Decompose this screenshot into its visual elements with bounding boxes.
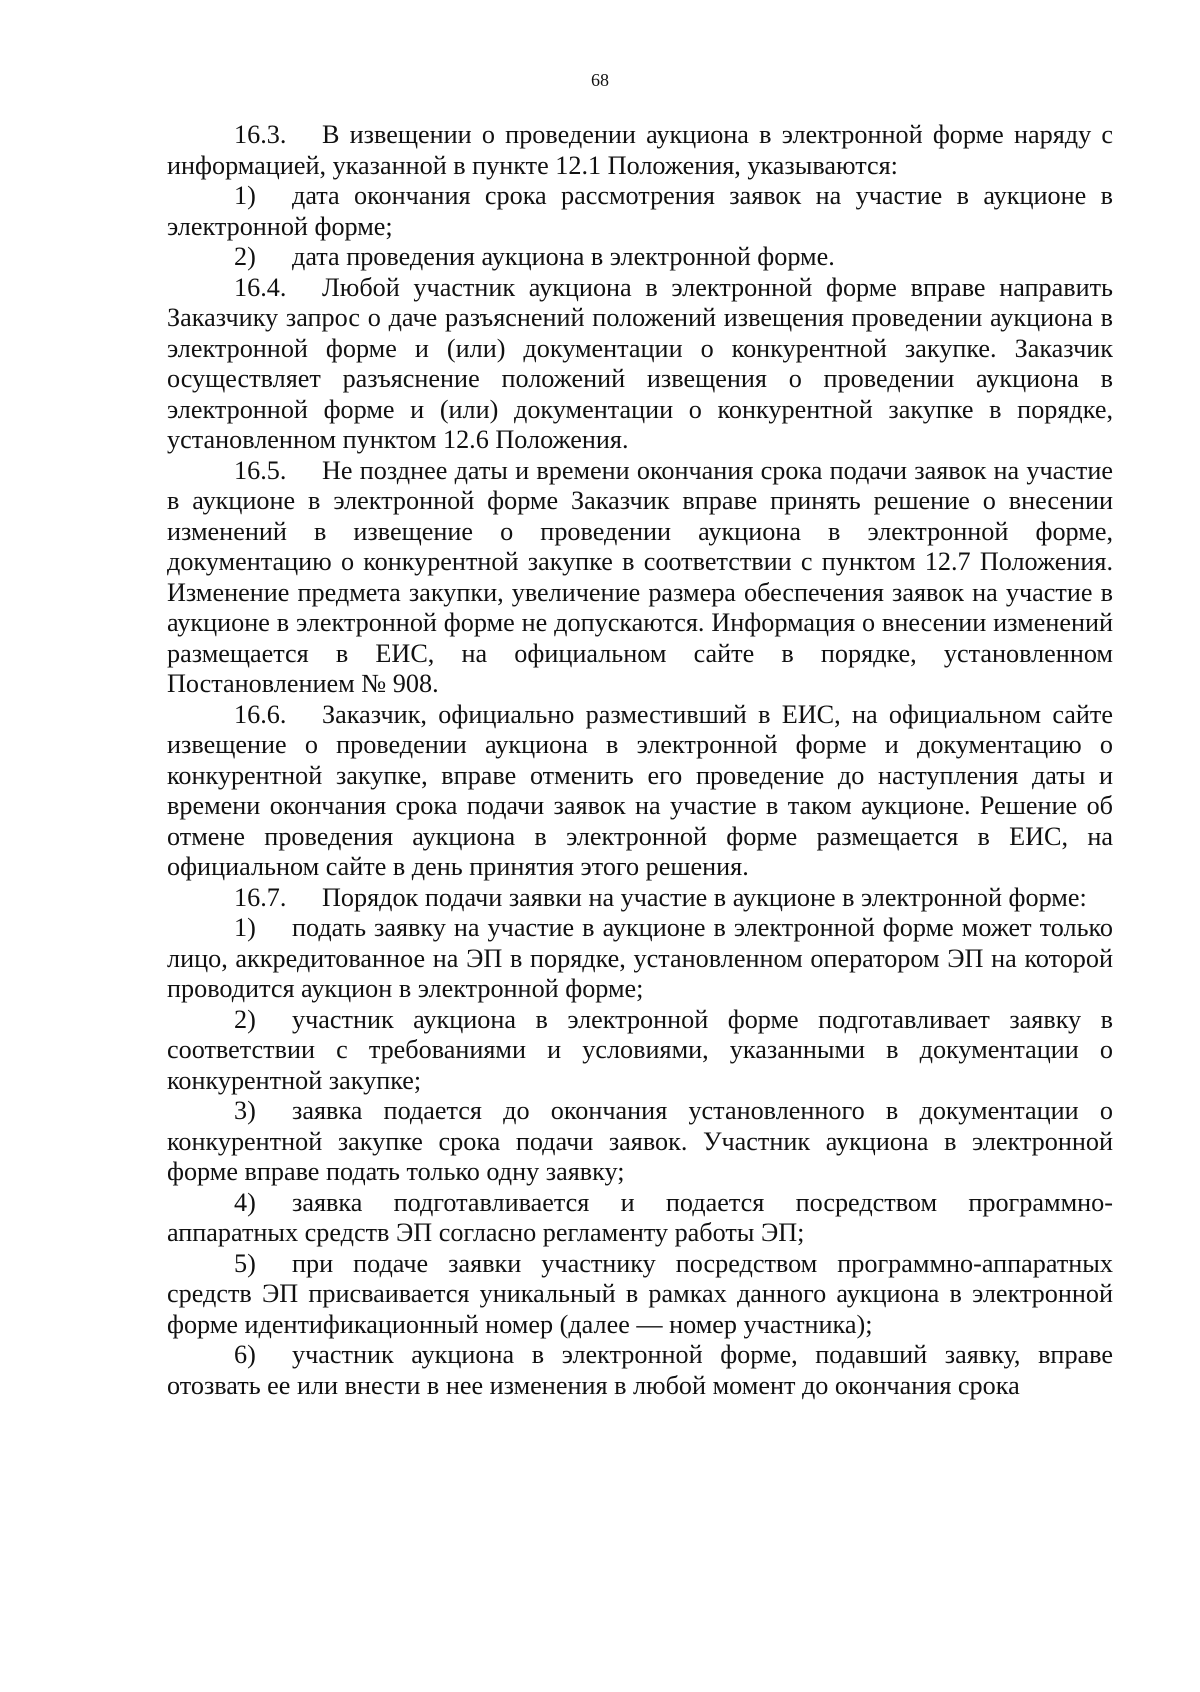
page-number: 68	[591, 70, 609, 90]
list-item-text: участник аукциона в электронной форме подготавливает заявку в соответствии с требованиями и условиями, указанными в документации о конкурентной закупке;	[167, 1004, 1113, 1095]
list-item-number: 5)	[234, 1248, 256, 1278]
paragraph-text: В извещении о проведении аукциона в электронной форме наряду с информацией, указанной в пункте 12.1 Положения, указываются:	[167, 120, 1113, 180]
paragraph-text: Любой участник аукциона в электронной форме вправе направить Заказчику запрос о даче разъяснений положений извещения проведении аукциона в электронной форме и (или) документации о конкурентной закупке. Заказчик осуществляет разъяснение положений извещения о проведении аукциона в электронной форме и (или) документации о конкурентной закупке в порядке, установленном пунктом 12.6 Положения.	[167, 272, 1113, 454]
list-item-number: 4)	[234, 1187, 256, 1217]
paragraph-16-7	[167, 883, 1113, 914]
list-item-6	[167, 1340, 1113, 1401]
paragraph-16-3	[167, 120, 1113, 181]
list-item-text: участник аукциона в электронной форме, подавший заявку, вправе отозвать ее или внести в нее изменения в любой момент до окончания срока	[167, 1340, 1113, 1400]
paragraph-number: 16.3.	[234, 120, 287, 149]
list-item-2	[167, 242, 1113, 273]
list-item-5	[167, 1249, 1113, 1341]
paragraph-16-5	[167, 456, 1113, 700]
list-item-text: при подаче заявки участнику посредством программно-аппаратных средств ЭП присваивается уникальный в рамках данного аукциона в электронной форме идентификационный номер (далее — номер участника);	[167, 1248, 1113, 1339]
list-item-4	[167, 1188, 1113, 1249]
list-item-number: 6)	[234, 1340, 256, 1369]
list-item-2	[167, 1005, 1113, 1097]
list-item-text: дата окончания срока рассмотрения заявок на участие в аукционе в электронной форме;	[167, 181, 1113, 241]
list-item-number: 2)	[234, 242, 256, 271]
list-item-text: заявка подготавливается и подается посредством программно-аппаратных средств ЭП согласно регламенту работы ЭП;	[167, 1187, 1113, 1247]
list-item-text: дата проведения аукциона в электронной форме.	[292, 242, 835, 271]
list-item-number: 1)	[234, 913, 256, 942]
list-item-text: заявка подается до окончания установленного в документации о конкурентной закупке срока подачи заявок. Участник аукциона в электронной форме вправе подать только одну заявку;	[167, 1096, 1113, 1186]
paragraph-number: 16.7.	[234, 882, 287, 912]
list-item-text: подать заявку на участие в аукционе в электронной форме может только лицо, аккредитованное на ЭП в порядке, установленном оператором ЭП на которой проводится аукцион в электронной форме;	[167, 913, 1113, 1003]
paragraph-text: Порядок подачи заявки на участие в аукционе в электронной форме:	[322, 882, 1087, 912]
paragraph-16-4	[167, 273, 1113, 456]
paragraph-number: 16.4.	[234, 272, 287, 302]
paragraph-text: Не позднее даты и времени окончания срока подачи заявок на участие в аукционе в электронной форме Заказчик вправе принять решение о внесении изменений в извещение о проведении аукциона в электронной форме, документацию о конкурентной закупке в соответствии с пунктом 12.7 Положения. Изменение предмета закупки, увеличение размера обеспечения заявок на участие в аукционе в электронной форме не допускаются. Информация о внесении изменений размещается в ЕИС, на официальном сайте в порядке, установленном Постановлением № 908.	[167, 455, 1113, 698]
list-item-1	[167, 913, 1113, 1005]
list-item-number: 1)	[234, 181, 256, 210]
paragraph-number: 16.6.	[234, 699, 287, 729]
paragraph-text: Заказчик, официально разместивший в ЕИС, на официальном сайте извещение о проведении аукциона в электронной форме и документацию о конкурентной закупке, вправе отменить его проведение до наступления даты и времени окончания срока подачи заявок на участие в таком аукционе. Решение об отмене проведения аукциона в электронной форме размещается в ЕИС, на официальном сайте в день принятия этого решения.	[167, 699, 1113, 881]
list-item-number: 3)	[234, 1096, 256, 1125]
list-item-number: 2)	[234, 1004, 256, 1034]
paragraph-16-6	[167, 700, 1113, 883]
paragraph-number: 16.5.	[234, 455, 287, 485]
document-body	[167, 120, 1113, 1401]
list-item-3	[167, 1096, 1113, 1188]
list-item-1	[167, 181, 1113, 242]
